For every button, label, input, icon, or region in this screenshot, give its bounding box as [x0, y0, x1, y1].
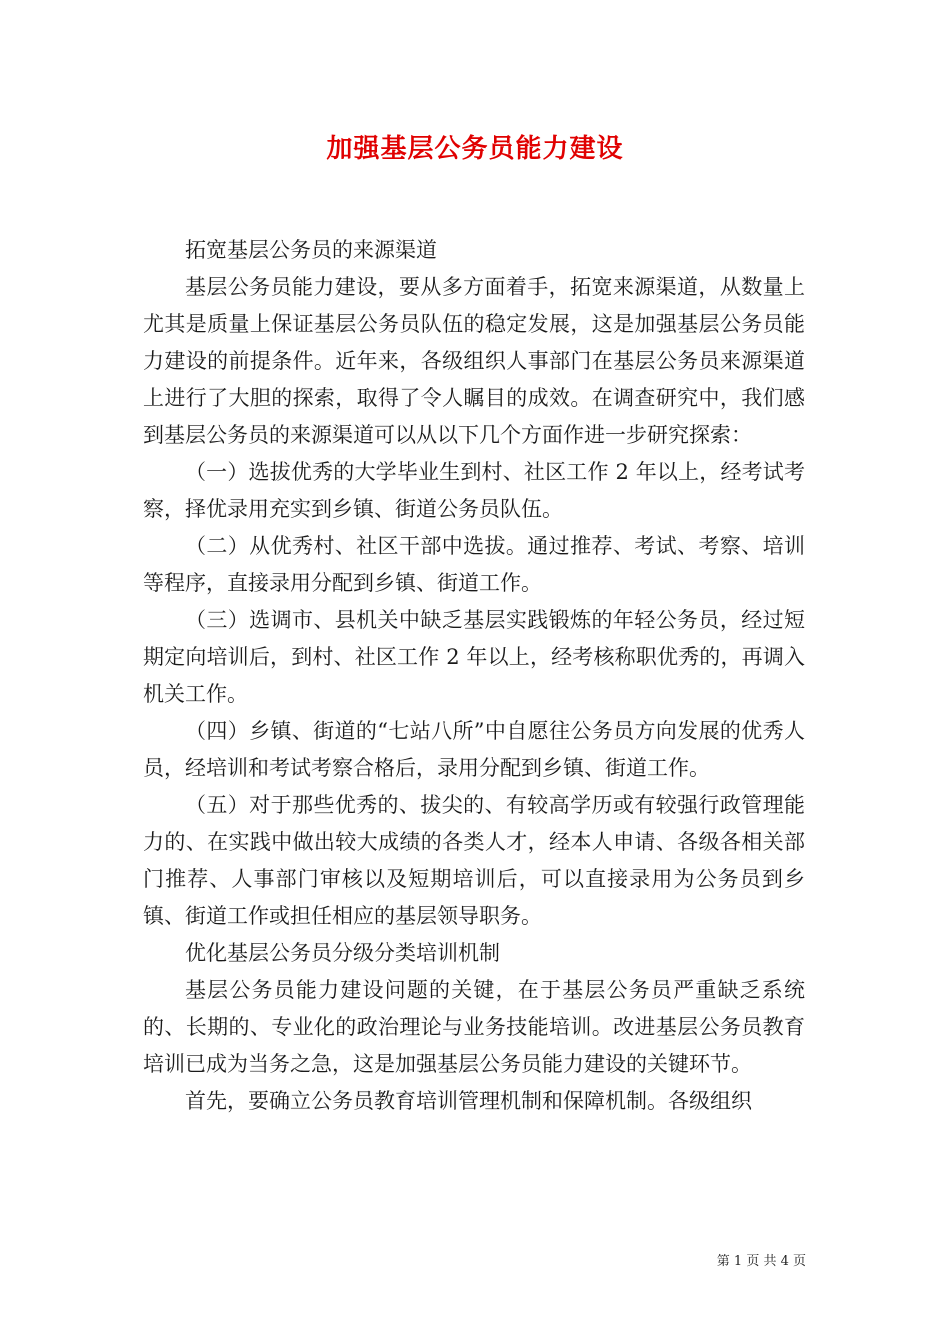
document-body: [143, 232, 805, 1120]
page-number: 第 1 页 共 4 页: [716, 1254, 806, 1269]
paragraph: 首先，要确立公务员教育培训管理机制和保障机制。各级组织: [185, 1089, 752, 1113]
list-item: （二）从优秀村、社区干部中选拔。通过推荐、考试、考察、培训等程序，直接录用分配到乡镇、街道工作。: [143, 534, 805, 595]
list-item: （四）乡镇、街道的“七站八所”中自愿往公务员方向发展的优秀人员，经培训和考试考察合格后，录用分配到乡镇、街道工作。: [143, 719, 805, 780]
section-heading: 优化基层公务员分级分类培训机制: [185, 941, 500, 965]
document-title: 加强基层公务员能力建设: [326, 134, 624, 164]
section-heading: 拓宽基层公务员的来源渠道: [185, 238, 437, 262]
paragraph: 基层公务员能力建设问题的关键，在于基层公务员严重缺乏系统的、长期的、专业化的政治理论与业务技能培训。改进基层公务员教育培训已成为当务之急，这是加强基层公务员能力建设的关键环节。: [143, 978, 805, 1076]
paragraph: 基层公务员能力建设，要从多方面着手，拓宽来源渠道，从数量上尤其是质量上保证基层公务员队伍的稳定发展，这是加强基层公务员能力建设的前提条件。近年来，各级组织人事部门在基层公务员来源渠道上进行了大胆的探索，取得了令人瞩目的成效。在调查研究中，我们感到基层公务员的来源渠道可以从以下几个方面作进一步研究探索：: [143, 275, 805, 447]
list-item: （三）选调市、县机关中缺乏基层实践锻炼的年轻公务员，经过短期定向培训后，到村、社区工作 2 年以上，经考核称职优秀的，再调入机关工作。: [143, 608, 805, 706]
list-item: （五）对于那些优秀的、拔尖的、有较高学历或有较强行政管理能力的、在实践中做出较大成绩的各类人才，经本人申请、各级各相关部门推荐、人事部门审核以及短期培训后，可以直接录用为公务员到乡镇、街道工作或担任相应的基层领导职务。: [143, 793, 805, 928]
list-item: （一）选拔优秀的大学毕业生到村、社区工作 2 年以上，经考试考察，择优录用充实到乡镇、街道公务员队伍。: [143, 460, 805, 521]
